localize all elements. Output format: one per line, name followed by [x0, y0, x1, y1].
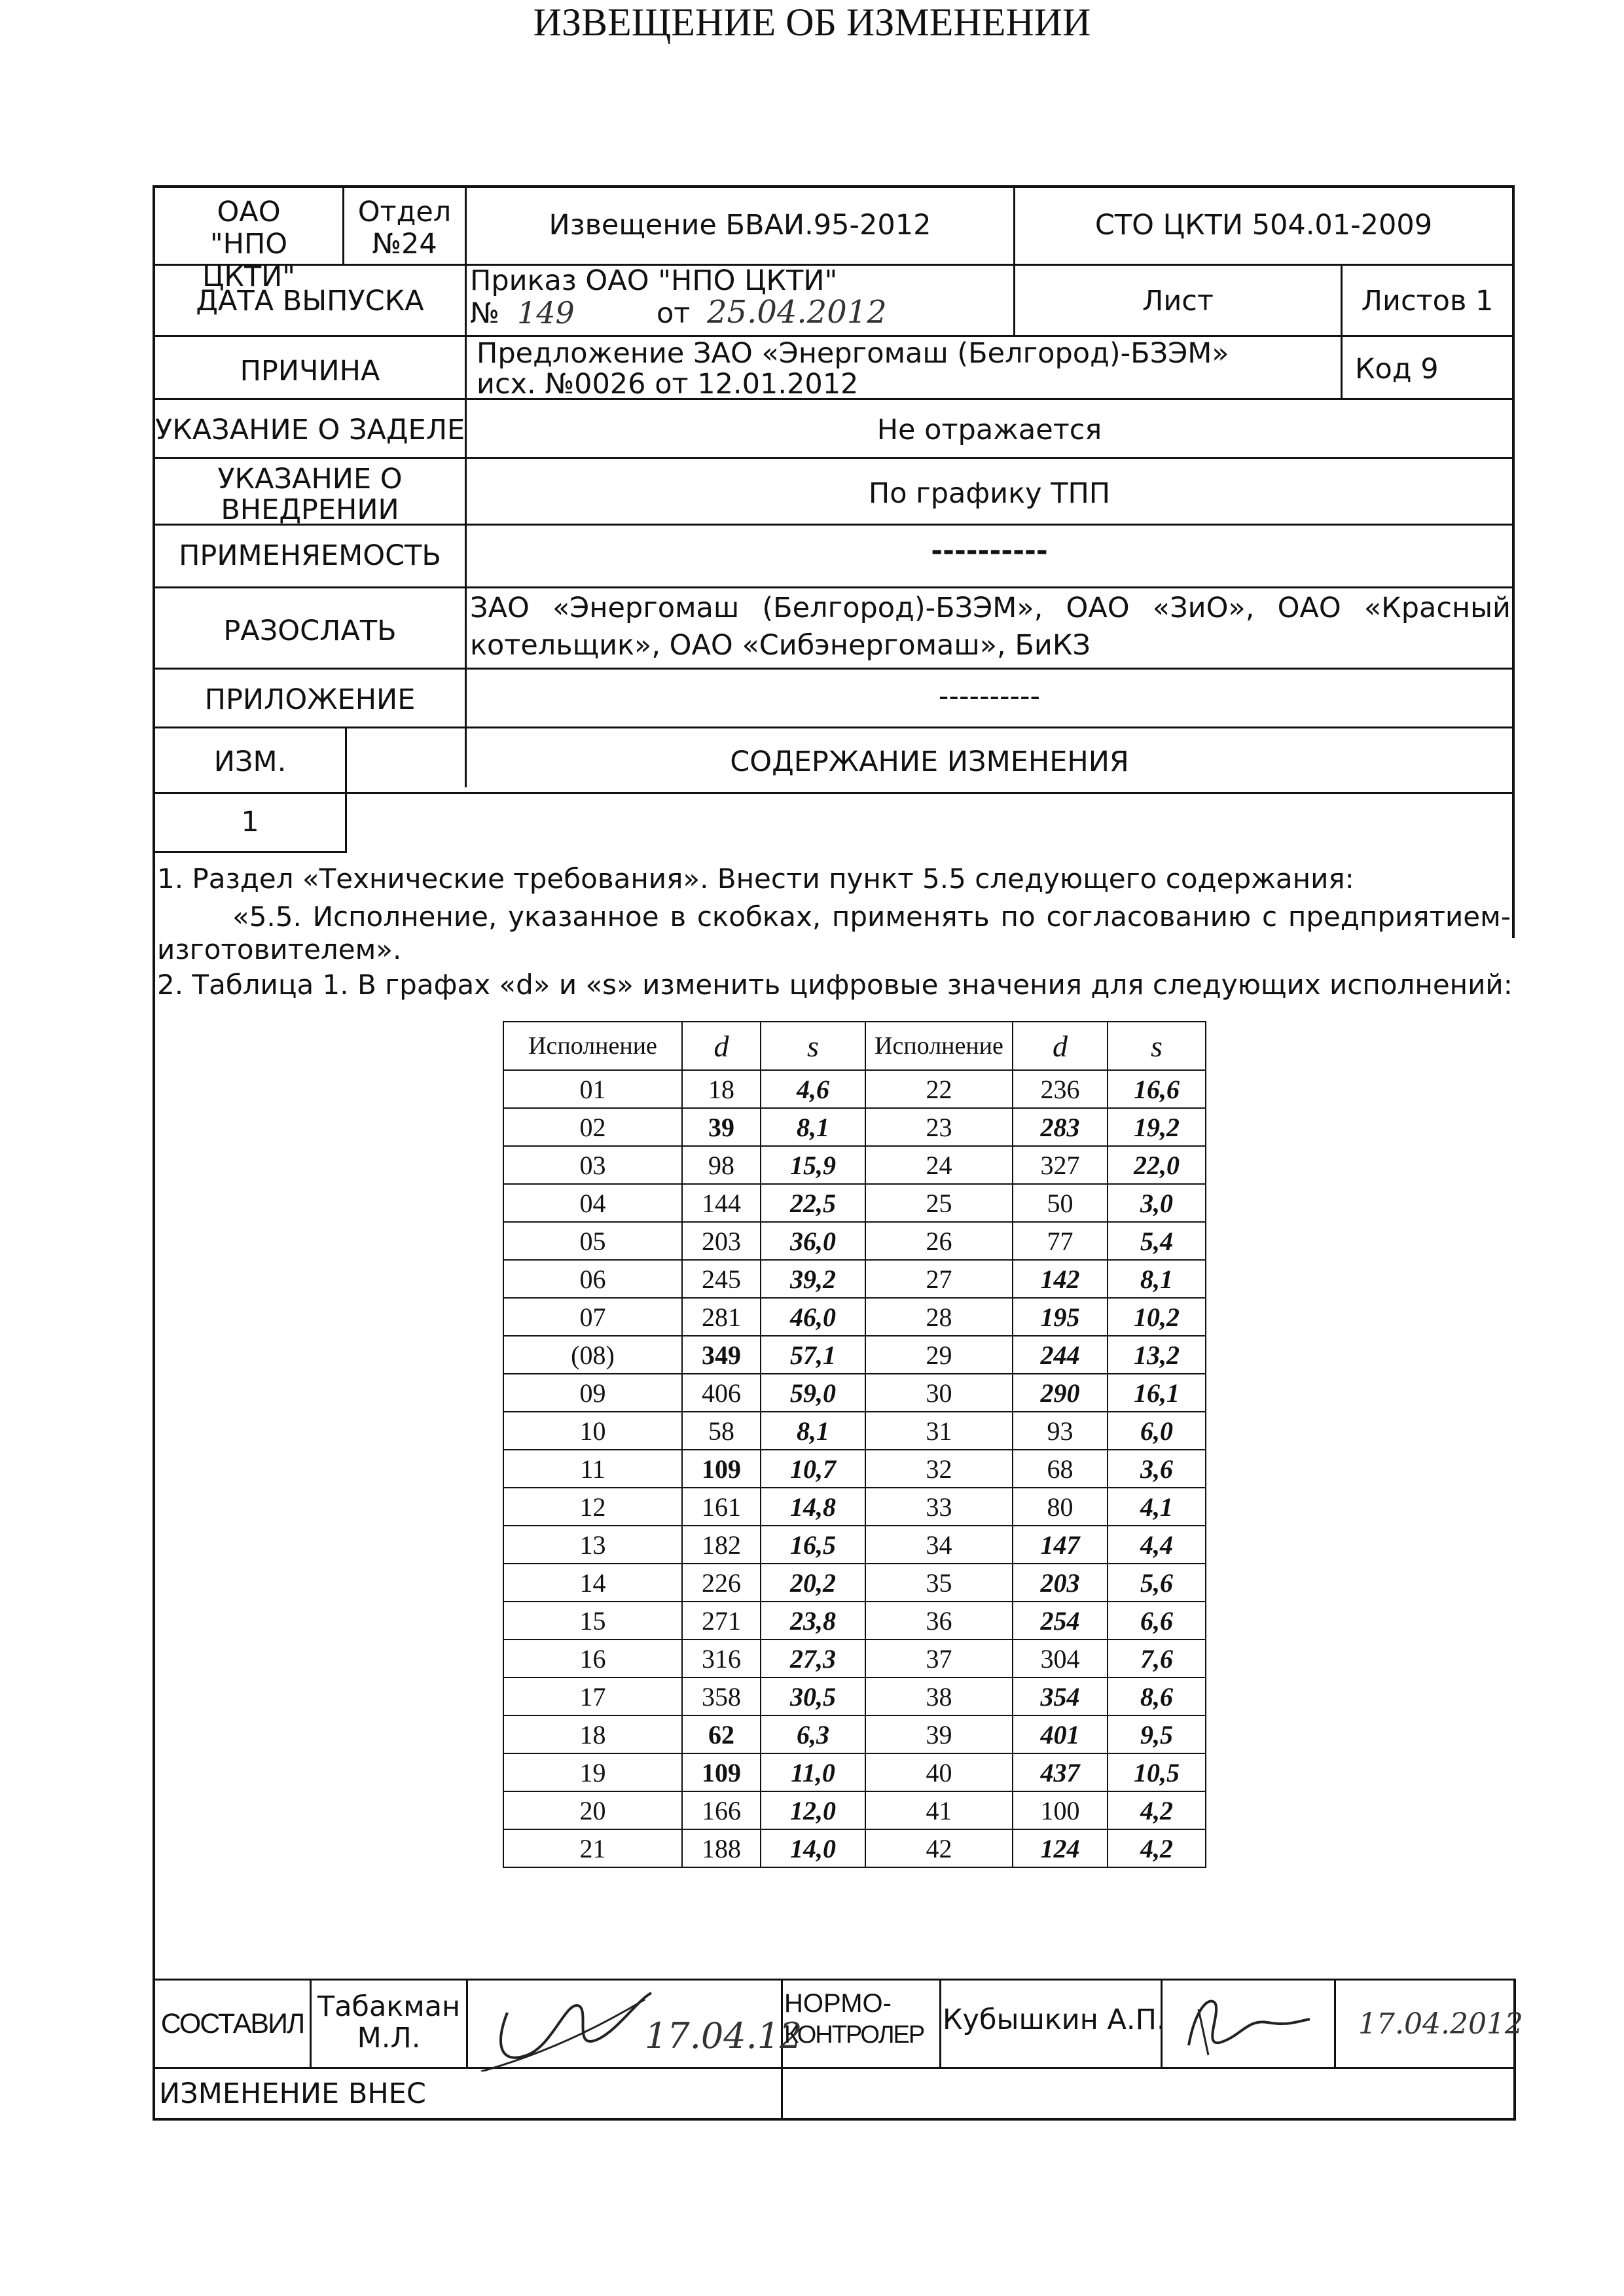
norm-date: 17.04.2012: [1358, 2007, 1523, 2041]
table-row: [503, 1791, 1206, 1829]
paragraph-2: [157, 969, 1513, 1001]
cell-d-2: 50: [1013, 1184, 1108, 1222]
appendix-value: ----------: [938, 680, 1041, 713]
cell-variant: 18: [503, 1715, 682, 1753]
cell-s: 46,0: [761, 1298, 865, 1336]
cell-s-2: 13,2: [1108, 1336, 1206, 1374]
table-row: [503, 1222, 1206, 1260]
cell-s: 30,5: [761, 1677, 865, 1715]
cell-s: 27,3: [761, 1640, 865, 1677]
cell-variant: 10: [503, 1412, 682, 1450]
cell-d-2: 236: [1013, 1070, 1108, 1108]
values-table: [503, 1021, 1206, 1868]
cell-variant-2: 40: [865, 1753, 1013, 1791]
table-row: [503, 1336, 1206, 1374]
table-row: [503, 1677, 1206, 1715]
header-d-2: d: [1013, 1022, 1108, 1070]
order-date: 25.04.2012: [707, 294, 887, 331]
table-row: [503, 1146, 1206, 1184]
cell-variant-2: 38: [865, 1677, 1013, 1715]
cell-variant-2: 41: [865, 1791, 1013, 1829]
cell-d-2: 304: [1013, 1640, 1108, 1677]
content-label: СОДЕРЖАНИЕ ИЗМЕНЕНИЯ: [730, 745, 1129, 778]
reason-line-1: Предложение ЗАО «Энергомаш (Белгород)-БЗЭМ»: [477, 337, 1229, 370]
paragraph-1-quote-end: изготовителем».: [157, 933, 402, 965]
table-row: [503, 1753, 1206, 1791]
change-no-label: ИЗМ.: [213, 745, 287, 778]
compiler-name-1: Табакман: [317, 1990, 461, 2023]
table-row: [503, 1715, 1206, 1753]
cell-variant-2: 30: [865, 1374, 1013, 1412]
cell-variant: 12: [503, 1488, 682, 1526]
cell-variant-2: 37: [865, 1640, 1013, 1677]
cell-variant: (08): [503, 1336, 682, 1374]
cell-d-2: 80: [1013, 1488, 1108, 1526]
cell-variant: 02: [503, 1108, 682, 1146]
cell-variant-2: 27: [865, 1260, 1013, 1298]
appendix-label: ПРИЛОЖЕНИЕ: [204, 683, 416, 716]
cell-s-2: 4,4: [1108, 1526, 1206, 1564]
cell-variant: 03: [503, 1146, 682, 1184]
table-row: [503, 1564, 1206, 1602]
cell-variant: 11: [503, 1450, 682, 1488]
cell-variant-2: 25: [865, 1184, 1013, 1222]
cell-d-2: 327: [1013, 1146, 1108, 1184]
normcontroller-signature: [1163, 1983, 1334, 2065]
paragraph-1: 1. Раздел «Технические требования». Внести пункт 5.5 следующего содержания:: [157, 863, 1354, 895]
distribute-line-1: ЗАО «Энергомаш (Белгород)-БЗЭМ», ОАО «ЗиО», ОАО «Красный: [470, 592, 1511, 624]
cell-variant-2: 42: [865, 1829, 1013, 1867]
implementation-value: По графику ТПП: [868, 477, 1111, 510]
cell-d: 271: [682, 1602, 761, 1640]
cell-variant: 14: [503, 1564, 682, 1602]
cell-variant-2: 29: [865, 1336, 1013, 1374]
cell-s: 39,2: [761, 1260, 865, 1298]
header-variant-2: Исполнение: [865, 1022, 1013, 1070]
cell-d: 58: [682, 1412, 761, 1450]
table-row: [503, 1184, 1206, 1222]
cell-d: 161: [682, 1488, 761, 1526]
table-row: [503, 1602, 1206, 1640]
cell-s: 36,0: [761, 1222, 865, 1260]
cell-s: 8,1: [761, 1108, 865, 1146]
cell-s: 22,5: [761, 1184, 865, 1222]
norm-label-1: НОРМО-: [784, 1989, 892, 2018]
cell-s: 10,7: [761, 1450, 865, 1488]
cell-variant: 13: [503, 1526, 682, 1564]
backlog-label: УКАЗАНИЕ О ЗАДЕЛЕ: [155, 414, 465, 446]
table-row: [503, 1260, 1206, 1298]
cell-variant-2: 22: [865, 1070, 1013, 1108]
implementation-label-1: УКАЗАНИЕ О: [217, 463, 403, 495]
table-row: [503, 1450, 1206, 1488]
cell-s: 14,8: [761, 1488, 865, 1526]
cell-s: 8,1: [761, 1412, 865, 1450]
cell-d-2: 401: [1013, 1715, 1108, 1753]
changed-by-label: ИЗМЕНЕНИЕ ВНЕС: [159, 2077, 426, 2110]
cell-d-2: 254: [1013, 1602, 1108, 1640]
cell-variant: 09: [503, 1374, 682, 1412]
cell-s-2: 19,2: [1108, 1108, 1206, 1146]
cell-variant-2: 23: [865, 1108, 1013, 1146]
cell-d: 226: [682, 1564, 761, 1602]
paragraph-2-text: 2. Таблица 1. В графах «d» и «s» изменить цифровые значения для следующих исполнений:: [157, 969, 1513, 1001]
cell-d-2: 124: [1013, 1829, 1108, 1867]
cell-s: 11,0: [761, 1753, 865, 1791]
order-date-label: от: [657, 297, 691, 330]
cell-s-2: 16,6: [1108, 1070, 1206, 1108]
norm-label-2: КОНТРОЛЕР: [784, 2021, 924, 2049]
backlog-value: Не отражается: [876, 414, 1102, 446]
cell-d: 182: [682, 1526, 761, 1564]
cell-variant: 15: [503, 1602, 682, 1640]
compiler-date: 17.04.12: [645, 2015, 803, 2056]
reason-label: ПРИЧИНА: [240, 355, 380, 387]
cell-s-2: 7,6: [1108, 1640, 1206, 1677]
header-variant: Исполнение: [503, 1022, 682, 1070]
compiler-name-2: М.Л.: [357, 2022, 421, 2054]
cell-s-2: 5,4: [1108, 1222, 1206, 1260]
applicability-label: ПРИМЕНЯЕМОСТЬ: [179, 539, 441, 572]
table-row: [503, 1640, 1206, 1677]
cell-s: 59,0: [761, 1374, 865, 1412]
issue-date-label: ДАТА ВЫПУСКА: [196, 285, 424, 317]
cell-variant: 19: [503, 1753, 682, 1791]
cell-s-2: 10,5: [1108, 1753, 1206, 1791]
reason-code: Код 9: [1355, 353, 1439, 386]
cell-d: 144: [682, 1184, 761, 1222]
implementation-label-2: ВНЕДРЕНИИ: [221, 493, 399, 526]
cell-d-2: 93: [1013, 1412, 1108, 1450]
cell-s: 4,6: [761, 1070, 865, 1108]
cell-d-2: 142: [1013, 1260, 1108, 1298]
cell-s: 23,8: [761, 1602, 865, 1640]
cell-d: 406: [682, 1374, 761, 1412]
cell-d: 62: [682, 1715, 761, 1753]
cell-variant: 06: [503, 1260, 682, 1298]
cell-d: 166: [682, 1791, 761, 1829]
paragraph-1-quote: «5.5. Исполнение, указанное в скобках, применять по согласованию с предприятием-: [232, 901, 1511, 933]
cell-variant-2: 28: [865, 1298, 1013, 1336]
sheet-label: Лист: [1142, 285, 1214, 317]
cell-s-2: 4,2: [1108, 1791, 1206, 1829]
cell-s-2: 8,1: [1108, 1260, 1206, 1298]
cell-d-2: 147: [1013, 1526, 1108, 1564]
header-s-2: s: [1108, 1022, 1206, 1070]
document-title: ИЗВЕЩЕНИЕ ОБ ИЗМЕНЕНИИ: [533, 1, 1091, 44]
table-row: [503, 1298, 1206, 1336]
table-row: [503, 1526, 1206, 1564]
standard-number: СТО ЦКТИ 504.01-2009: [1094, 209, 1433, 242]
cell-variant: 07: [503, 1298, 682, 1336]
cell-d: 188: [682, 1829, 761, 1867]
order-number-label: №: [470, 297, 499, 330]
cell-d-2: 244: [1013, 1336, 1108, 1374]
cell-variant-2: 39: [865, 1715, 1013, 1753]
cell-s: 12,0: [761, 1791, 865, 1829]
cell-d-2: 354: [1013, 1677, 1108, 1715]
table-row: [503, 1070, 1206, 1108]
cell-d: 281: [682, 1298, 761, 1336]
cell-s-2: 22,0: [1108, 1146, 1206, 1184]
header-d: d: [682, 1022, 761, 1070]
cell-d-2: 290: [1013, 1374, 1108, 1412]
cell-variant-2: 32: [865, 1450, 1013, 1488]
cell-s-2: 10,2: [1108, 1298, 1206, 1336]
table-row: [503, 1829, 1206, 1867]
cell-variant-2: 33: [865, 1488, 1013, 1526]
cell-s-2: 6,6: [1108, 1602, 1206, 1640]
compiler-signature: [468, 1973, 664, 2072]
applicability-value: ----------: [931, 535, 1048, 567]
sheets-count: Листов 1: [1361, 285, 1494, 317]
cell-d: 109: [682, 1450, 761, 1488]
cell-s: 57,1: [761, 1336, 865, 1374]
table-row: [503, 1374, 1206, 1412]
cell-d-2: 100: [1013, 1791, 1108, 1829]
cell-s-2: 3,6: [1108, 1450, 1206, 1488]
cell-variant: 20: [503, 1791, 682, 1829]
cell-variant-2: 34: [865, 1526, 1013, 1564]
cell-d-2: 77: [1013, 1222, 1108, 1260]
cell-d-2: 195: [1013, 1298, 1108, 1336]
cell-variant-2: 24: [865, 1146, 1013, 1184]
cell-s-2: 5,6: [1108, 1564, 1206, 1602]
norm-name: Кубышкин А.П.: [943, 2003, 1166, 2036]
cell-variant: 05: [503, 1222, 682, 1260]
reason-line-2: исх. №0026 от 12.01.2012: [477, 368, 859, 401]
distribute-label: РАЗОСЛАТЬ: [223, 615, 397, 647]
cell-s: 6,3: [761, 1715, 865, 1753]
order-line: Приказ ОАО "НПО ЦКТИ": [470, 264, 838, 297]
cell-s-2: 8,6: [1108, 1677, 1206, 1715]
notice-number: Извещение БВАИ.95-2012: [549, 209, 931, 242]
cell-variant-2: 26: [865, 1222, 1013, 1260]
cell-s: 16,5: [761, 1526, 865, 1564]
cell-s-2: 4,2: [1108, 1829, 1206, 1867]
cell-s: 20,2: [761, 1564, 865, 1602]
department: Отдел №24: [357, 196, 452, 261]
cell-d-2: 437: [1013, 1753, 1108, 1791]
cell-variant: 01: [503, 1070, 682, 1108]
org-name: ОАО "НПО ЦКТИ": [202, 196, 296, 293]
cell-d: 245: [682, 1260, 761, 1298]
cell-d: 98: [682, 1146, 761, 1184]
cell-s: 14,0: [761, 1829, 865, 1867]
cell-s-2: 6,0: [1108, 1412, 1206, 1450]
cell-d: 316: [682, 1640, 761, 1677]
cell-d-2: 283: [1013, 1108, 1108, 1146]
order-number: 149: [517, 295, 575, 331]
cell-d-2: 203: [1013, 1564, 1108, 1602]
distribute-line-2: котельщик», ОАО «Сибэнергомаш», БиКЗ: [470, 629, 1091, 662]
table-header-row: [503, 1022, 1206, 1070]
cell-variant: 04: [503, 1184, 682, 1222]
table-row: [503, 1412, 1206, 1450]
cell-d: 349: [682, 1336, 761, 1374]
cell-s-2: 3,0: [1108, 1184, 1206, 1222]
cell-d: 203: [682, 1222, 761, 1260]
header-s: s: [761, 1022, 865, 1070]
cell-s: 15,9: [761, 1146, 865, 1184]
cell-s-2: 16,1: [1108, 1374, 1206, 1412]
compiled-label: СОСТАВИЛ: [160, 2008, 304, 2039]
cell-variant: 16: [503, 1640, 682, 1677]
cell-variant: 21: [503, 1829, 682, 1867]
change-number: 1: [241, 806, 259, 838]
cell-variant-2: 35: [865, 1564, 1013, 1602]
cell-d-2: 68: [1013, 1450, 1108, 1488]
cell-d: 39: [682, 1108, 761, 1146]
cell-d: 109: [682, 1753, 761, 1791]
cell-d: 18: [682, 1070, 761, 1108]
cell-s-2: 4,1: [1108, 1488, 1206, 1526]
table-row: [503, 1488, 1206, 1526]
cell-variant-2: 31: [865, 1412, 1013, 1450]
cell-variant: 17: [503, 1677, 682, 1715]
cell-s-2: 9,5: [1108, 1715, 1206, 1753]
table-row: [503, 1108, 1206, 1146]
cell-d: 358: [682, 1677, 761, 1715]
cell-variant-2: 36: [865, 1602, 1013, 1640]
